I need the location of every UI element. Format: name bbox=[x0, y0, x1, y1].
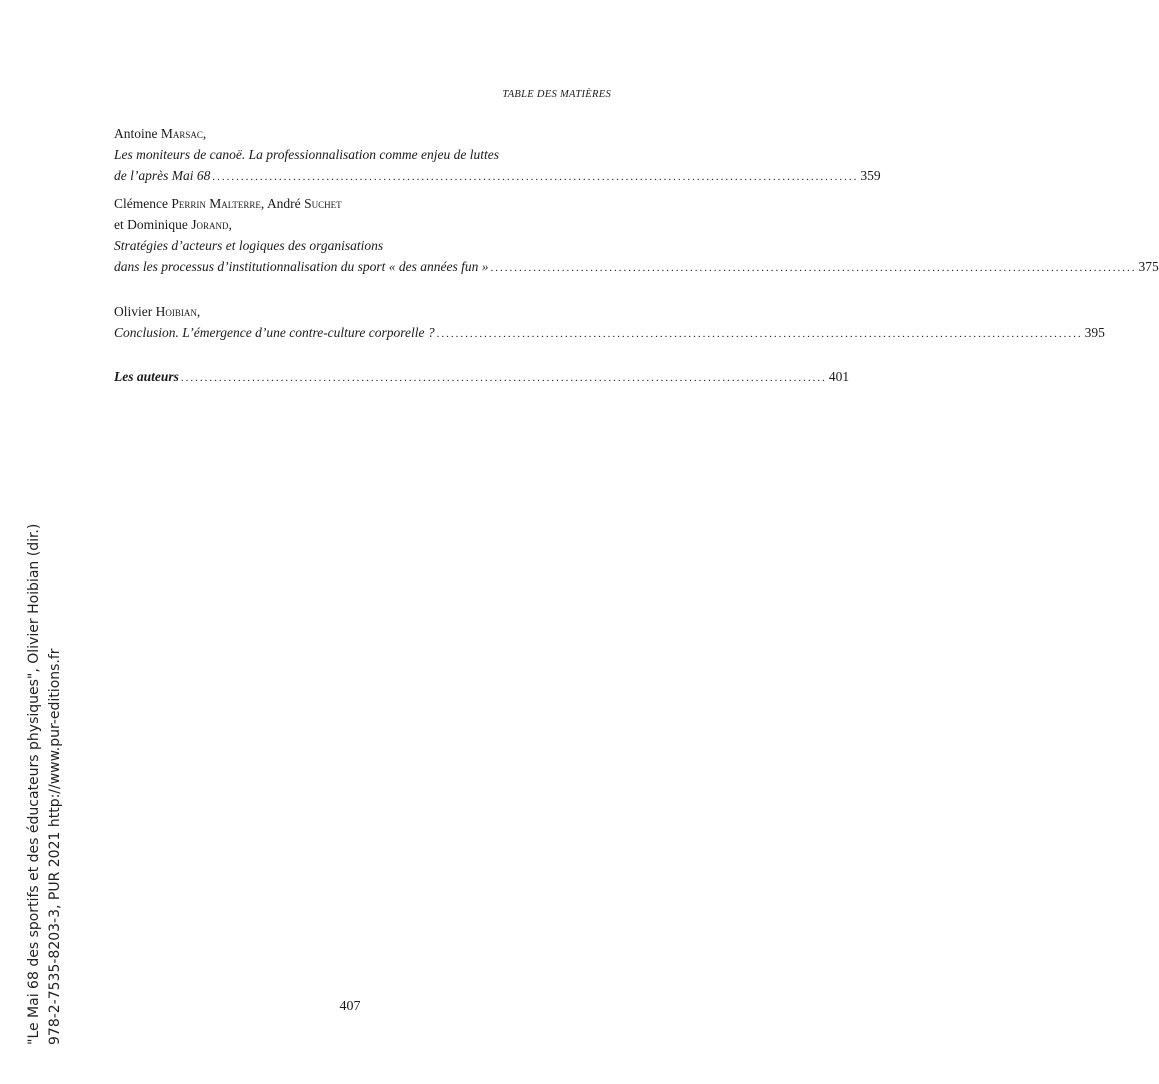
author-first-name: Dominique bbox=[127, 217, 188, 232]
page-ref: 375 bbox=[1138, 259, 1159, 274]
toc-entry-les-auteurs bbox=[114, 366, 850, 387]
punctuation: , bbox=[202, 126, 207, 141]
sidebar-line-2: 978-2-7535-8203-3, PUR 2021 http://www.pur-editions.fr bbox=[47, 648, 63, 1045]
sidebar-line-1: "Le Mai 68 des sportifs et des éducateurs physiques", Olivier Hoibian (dir.) bbox=[26, 523, 42, 1045]
title-text: dans les processus d’institutionnalisation du sport « des années fun » bbox=[114, 259, 489, 274]
dot-leader: ........................................................................................................................................ bbox=[212, 171, 859, 183]
copyright-sidebar bbox=[24, 485, 66, 1045]
author-line bbox=[114, 301, 611, 322]
conjunction: et bbox=[114, 217, 124, 232]
page-ref: 359 bbox=[860, 168, 881, 183]
punctuation: , bbox=[260, 196, 265, 211]
running-head: TABLE DES MATIÈRES bbox=[502, 89, 611, 100]
chapter-title-line-1: Stratégies d’acteurs et logiques des organisations bbox=[114, 238, 384, 253]
section-title-line bbox=[114, 366, 850, 387]
page-ref: 401 bbox=[828, 369, 850, 384]
author-first-name: André bbox=[266, 196, 301, 211]
author-first-name: Antoine bbox=[114, 126, 158, 141]
title-text: de l’après Mai 68 bbox=[114, 168, 211, 183]
toc-entry-marsac bbox=[114, 123, 881, 186]
author-last-name: Perrin Malterre bbox=[171, 196, 261, 211]
author-last-name: Jorand bbox=[191, 217, 229, 232]
author-last-name: Suchet bbox=[304, 196, 342, 211]
author-line bbox=[114, 123, 611, 144]
page-ref: 395 bbox=[1084, 325, 1105, 340]
chapter-title-line-2 bbox=[114, 165, 881, 186]
author-line-1 bbox=[114, 193, 611, 214]
author-last-name: Marsac bbox=[160, 126, 203, 141]
toc-entry-hoibian bbox=[114, 301, 1105, 343]
dot-leader: ........................................................................................................................................ bbox=[436, 328, 1083, 340]
punctuation: , bbox=[228, 217, 232, 232]
author-last-name: Hoibian bbox=[155, 304, 197, 319]
chapter-title-line-2 bbox=[114, 256, 1159, 277]
toc-entry-perrin-malterre bbox=[114, 193, 1159, 277]
chapter-title-line-1 bbox=[114, 322, 1105, 343]
author-first-name: Olivier bbox=[114, 304, 153, 319]
dot-leader: ........................................................................................................................................ bbox=[180, 372, 827, 384]
dot-leader: ........................................................................................................................................ bbox=[490, 262, 1137, 274]
section-title: Les auteurs bbox=[114, 369, 179, 384]
punctuation: , bbox=[196, 304, 201, 319]
title-text: Conclusion. L’émergence d’une contre-culture corporelle ? bbox=[114, 325, 435, 340]
page-number: 407 bbox=[339, 999, 361, 1014]
chapter-title-line-1: Les moniteurs de canoë. La professionnalisation comme enjeu de luttes bbox=[114, 147, 499, 162]
author-line-2 bbox=[114, 214, 611, 235]
author-first-name: Clémence bbox=[114, 196, 168, 211]
